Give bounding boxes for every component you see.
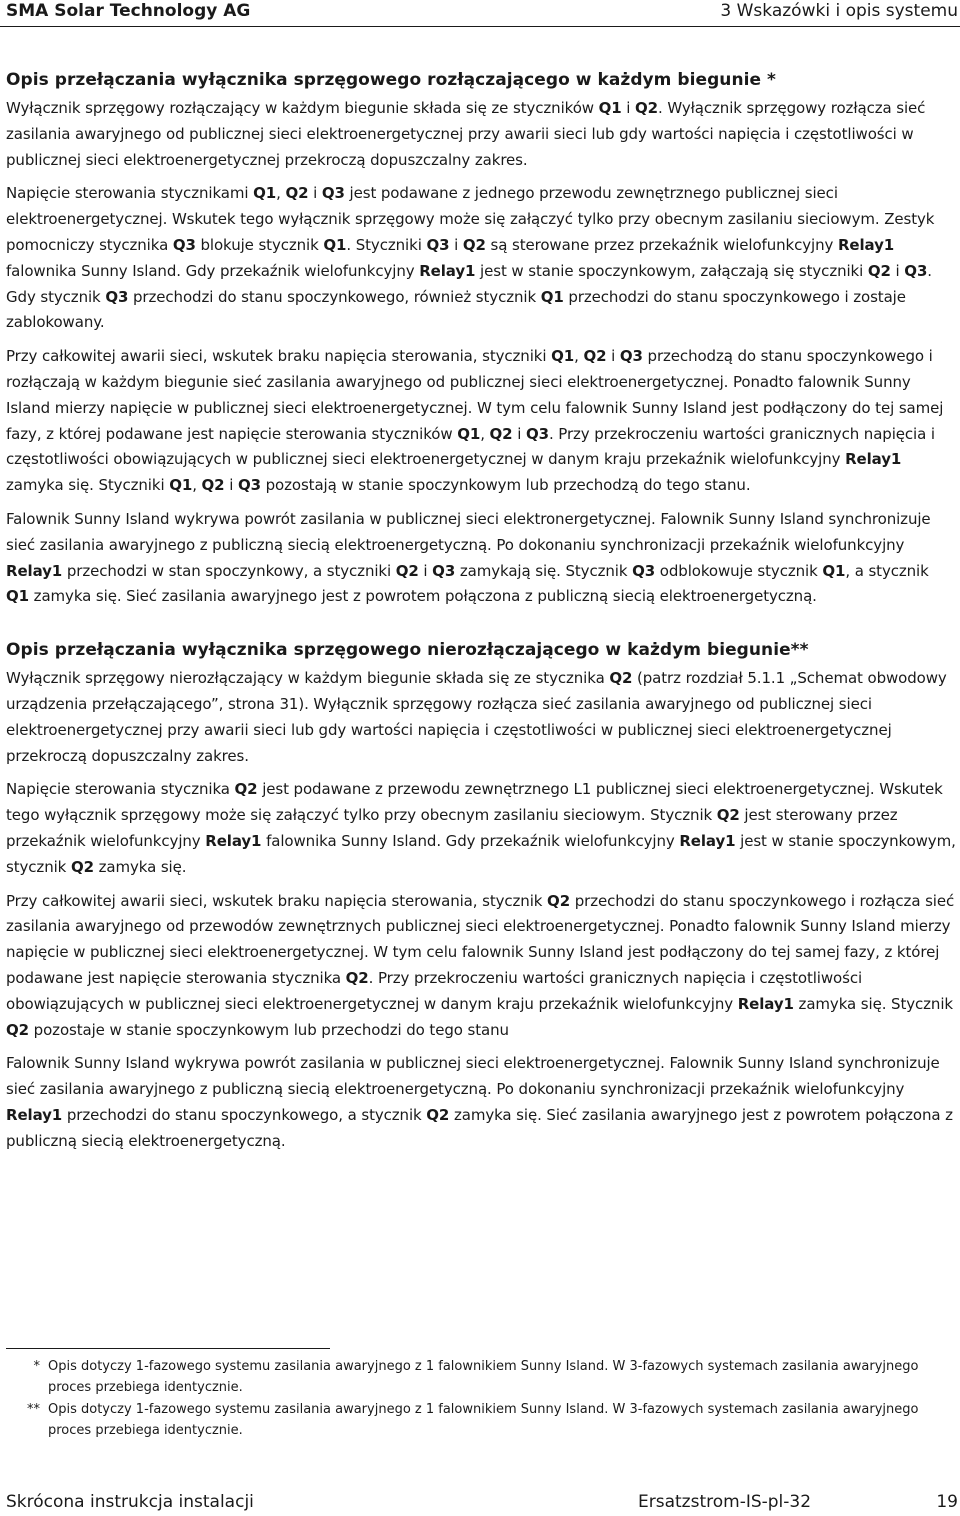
page-number: 19 bbox=[936, 1492, 958, 1512]
paragraph: Wyłącznik sprzęgowy rozłączający w każdym biegunie składa się ze styczników Q1 i Q2. Wyłącznik sprzęgowy rozłącza sieć zasilania awaryjnego od publicznej sieci elektroenergetycznej przy awarii sieci lub gdy wartości napięcia i częstotliwości w publicznej sieci elektroenergetycznej przekroczą dopuszczalny zakres. bbox=[6, 99, 926, 169]
paragraph: Falownik Sunny Island wykrywa powrót zasilania w publicznej sieci elektronergetycznej. Falownik Sunny Island synchronizuje sieć zasilania awaryjnego z publiczną siecią elektroenergetyczną. Po dokonaniu synchronizacji przekaźnik wielofunkcyjny Relay1 przechodzi w stan spoczynkowy, a styczniki Q2 i Q3 zamykają się. Stycznik Q3 odblokowuje stycznik Q1, a stycznik Q1 zamyka się. Sieć zasilania awaryjnego jest z powrotem połączona z publiczną siecią elektroenergetyczną. bbox=[6, 509, 931, 606]
footnote-text: Opis dotyczy 1-fazowego systemu zasilania awaryjnego z 1 falownikiem Sunny Island. W 3-fazowych systemach zasilania awaryjnego proces przebiega identycznie. bbox=[48, 1402, 919, 1438]
footnote bbox=[6, 1356, 956, 1398]
footnote-mark: ** bbox=[27, 1402, 40, 1417]
footnote-mark: * bbox=[33, 1359, 40, 1374]
document-body bbox=[6, 68, 956, 1162]
paragraph: Napięcie sterowania stycznikami Q1, Q2 i Q3 jest podawane z jednego przewodu zewnętrznego publicznej sieci elektroenergetycznej. Wskutek tego wyłącznik sprzęgowy może się załączyć tylko przy obecnym zasilaniu sieciowym. Zestyk pomocniczy stycznika Q3 blokuje stycznik Q1. Styczniki Q3 i Q2 są sterowane przez przekaźnik wielofunkcyjny Relay1 falownika Sunny Island. Gdy przekaźnik wielofunkcyjny Relay1 jest w stanie spoczynkowym, załączają się styczniki Q2 i Q3. Gdy stycznik Q3 przechodzi do stanu spoczynkowego, również stycznik Q1 przechodzi do stanu spoczynkowego i zostaje zablokowany. bbox=[6, 184, 935, 332]
section-title: 3 Wskazówki i opis systemu bbox=[720, 1, 958, 21]
company-name: SMA Solar Technology AG bbox=[6, 1, 251, 21]
paragraph: Wyłącznik sprzęgowy nierozłączający w każdym biegunie składa się ze stycznika Q2 (patrz rozdział 5.1.1 „Schemat obwodowy urządzenia przełączającego”, strona 31). Wyłącznik sprzęgowy rozłącza sieć zasilania awaryjnego od publicznej sieci elektroenergetycznej przy awarii sieci lub gdy wartości napięcia i częstotliwości w publicznej sieci elektroenergetycznej przekroczą dopuszczalny zakres. bbox=[6, 669, 947, 765]
paragraph: Przy całkowitej awarii sieci, wskutek braku napięcia sterowania, stycznik Q2 przechodzi do stanu spoczynkowego i rozłącza sieć zasilania awaryjnego od przewodów zewnętrznych publicznej sieci elektroenergetycznej. Ponadto falownik Sunny Island mierzy napięcie w publicznej sieci elektroenergetycznej. W tym celu falownik Sunny Island jest podłączony do tej samej fazy, z której podawane jest napięcie sterowania stycznika Q2. Przy przekroczeniu wartości granicznych napięcia i częstotliwości obowiązujących w publicznej sieci elektroenergetycznej w danym kraju przekaźnik wielofunkcyjny Relay1 zamyka się. Stycznik Q2 pozostaje w stanie spoczynkowym lub przechodzi do tego stanu bbox=[6, 891, 955, 1039]
section-all-pole bbox=[6, 68, 956, 610]
page-header bbox=[0, 0, 960, 24]
section-heading: Opis przełączania wyłącznika sprzęgowego rozłączającego w każdym biegunie * bbox=[6, 70, 776, 90]
page-footer bbox=[0, 1491, 960, 1515]
footnote-text: Opis dotyczy 1-fazowego systemu zasilania awaryjnego z 1 falownikiem Sunny Island. W 3-fazowych systemach zasilania awaryjnego proces przebiega identycznie. bbox=[48, 1359, 919, 1395]
paragraph: Przy całkowitej awarii sieci, wskutek braku napięcia sterowania, styczniki Q1, Q2 i Q3 przechodzą do stanu spoczynkowego i rozłączają w każdym biegunie sieć zasilania awaryjnego od publicznej sieci elektroenergetycznej. Ponadto falownik Sunny Island mierzy napięcie w publicznej sieci elektroenergetycznej. W tym celu falownik Sunny Island jest podłączony do tej samej fazy, z której podawane jest napięcie sterowania styczników Q1, Q2 i Q3. Przy przekroczeniu wartości granicznych napięcia i częstotliwości obowiązujących w publicznej sieci elektroenergetycznej w danym kraju przekaźnik wielofunkcyjny Relay1 zamyka się. Styczniki Q1, Q2 i Q3 pozostają w stanie spoczynkowym lub przechodzą do tego stanu. bbox=[6, 347, 944, 495]
document-title: Skrócona instrukcja instalacji bbox=[6, 1492, 254, 1512]
section-heading: Opis przełączania wyłącznika sprzęgowego nierozłączającego w każdym biegunie** bbox=[6, 640, 809, 661]
paragraph: Falownik Sunny Island wykrywa powrót zasilania w publicznej sieci elektroenergetycznej. Falownik Sunny Island synchronizuje sieć zasilania awaryjnego z publiczną siecią elektroenergetyczną. Po dokonaniu synchronizacji przekaźnik wielofunkcyjny Relay1 przechodzi do stanu spoczynkowego, a stycznik Q2 zamyka się. Sieć zasilania awaryjnego jest z powrotem połączona z publiczną siecią elektroenergetyczną. bbox=[6, 1054, 953, 1150]
paragraph: Napięcie sterowania stycznika Q2 jest podawane z przewodu zewnętrznego L1 publicznej sieci elektroenergetycznej. Wskutek tego wyłącznik sprzęgowy może się załączyć tylko przy obecnym zasilaniu sieciowym. Stycznik Q2 jest sterowany przez przekaźnik wielofunkcyjny Relay1 falownika Sunny Island. Gdy przekaźnik wielofunkcyjny Relay1 jest w stanie spoczynkowym, stycznik Q2 zamyka się. bbox=[6, 780, 956, 876]
document-code: Ersatzstrom-IS-pl-32 bbox=[638, 1492, 812, 1512]
footnote-rule bbox=[6, 1348, 330, 1349]
header-rule bbox=[0, 26, 960, 27]
footnote bbox=[6, 1399, 956, 1441]
section-not-all-pole bbox=[6, 638, 956, 1154]
footnotes bbox=[6, 1356, 956, 1442]
